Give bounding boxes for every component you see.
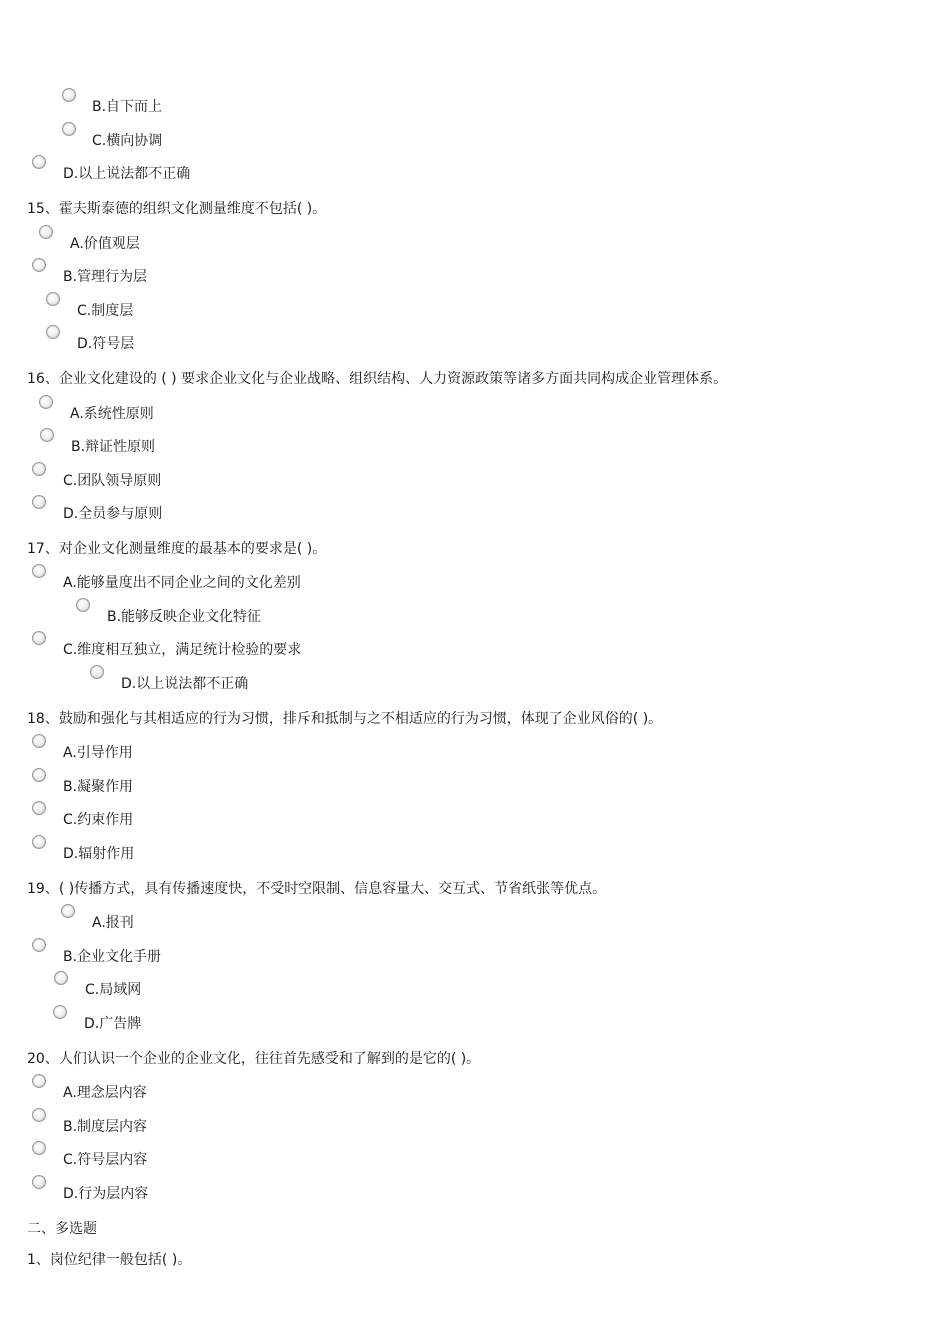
option-label[interactable]: D.广告牌 [84,1016,142,1032]
option-label[interactable]: D.辐射作用 [63,846,135,862]
option-label[interactable]: B.自下而上 [92,99,163,115]
option-label[interactable]: A.价值观层 [70,236,140,252]
radio-button[interactable] [62,88,76,102]
option-label[interactable]: C.团队领导原则 [63,473,162,489]
section-title: 二、多选题 [27,1221,97,1237]
option-label[interactable]: B.管理行为层 [63,269,148,285]
radio-button[interactable] [76,598,90,612]
radio-button[interactable] [32,768,46,782]
radio-button[interactable] [32,1108,46,1122]
option-label[interactable]: B.企业文化手册 [63,949,162,965]
option-label[interactable]: B.凝聚作用 [63,779,134,795]
option-label[interactable]: C.约束作用 [63,812,134,828]
question-text: 19、( )传播方式，具有传播速度快，不受时空限制、信息容量大、交互式、节省纸张等优点。 [27,881,607,897]
radio-button[interactable] [32,1141,46,1155]
radio-button[interactable] [32,495,46,509]
question-text: 16、企业文化建设的 ( ) 要求企业文化与企业战略、组织结构、人力资源政策等诸多方面共同构成企业管理体系。 [27,371,728,387]
radio-button[interactable] [39,395,53,409]
option-label[interactable]: B.能够反映企业文化特征 [107,609,262,625]
option-label[interactable]: D.以上说法都不正确 [63,166,191,182]
radio-button[interactable] [32,801,46,815]
question-text: 18、鼓励和强化与其相适应的行为习惯，排斥和抵制与之不相适应的行为习惯，体现了企业风俗的( )。 [27,711,663,727]
radio-button[interactable] [32,1175,46,1189]
option-label[interactable]: C.局域网 [85,982,142,998]
radio-button[interactable] [39,225,53,239]
radio-button[interactable] [46,292,60,306]
option-label[interactable]: A.系统性原则 [70,406,154,422]
question-text: 15、霍夫斯泰德的组织文化测量维度不包括( )。 [27,201,327,217]
option-label[interactable]: D.以上说法都不正确 [121,676,249,692]
option-label[interactable]: A.引导作用 [63,745,133,761]
radio-button[interactable] [40,428,54,442]
question-text: 17、对企业文化测量维度的最基本的要求是( )。 [27,541,327,557]
radio-button[interactable] [32,835,46,849]
option-label[interactable]: A.能够量度出不同企业之间的文化差别 [63,575,301,591]
radio-button[interactable] [32,258,46,272]
radio-button[interactable] [90,665,104,679]
radio-button[interactable] [32,734,46,748]
option-label[interactable]: A.理念层内容 [63,1085,147,1101]
option-label[interactable]: B.辩证性原则 [71,439,156,455]
radio-button[interactable] [53,1005,67,1019]
option-label[interactable]: C.符号层内容 [63,1152,148,1168]
radio-button[interactable] [62,122,76,136]
option-label[interactable]: D.符号层 [77,336,135,352]
radio-button[interactable] [32,564,46,578]
option-label[interactable]: D.行为层内容 [63,1186,149,1202]
radio-button[interactable] [61,904,75,918]
option-label[interactable]: C.制度层 [77,303,134,319]
option-label[interactable]: C.维度相互独立，满足统计检验的要求 [63,642,302,658]
radio-button[interactable] [46,325,60,339]
radio-button[interactable] [32,1074,46,1088]
option-label[interactable]: C.横向协调 [92,133,163,149]
question-text: 1、岗位纪律一般包括( )。 [27,1252,192,1268]
radio-button[interactable] [32,155,46,169]
radio-button[interactable] [32,631,46,645]
radio-button[interactable] [32,462,46,476]
radio-button[interactable] [32,938,46,952]
option-label[interactable]: D.全员参与原则 [63,506,163,522]
option-label[interactable]: A.报刊 [92,915,134,931]
radio-button[interactable] [54,971,68,985]
option-label[interactable]: B.制度层内容 [63,1119,148,1135]
question-text: 20、人们认识一个企业的企业文化，往往首先感受和了解到的是它的( )。 [27,1051,481,1067]
